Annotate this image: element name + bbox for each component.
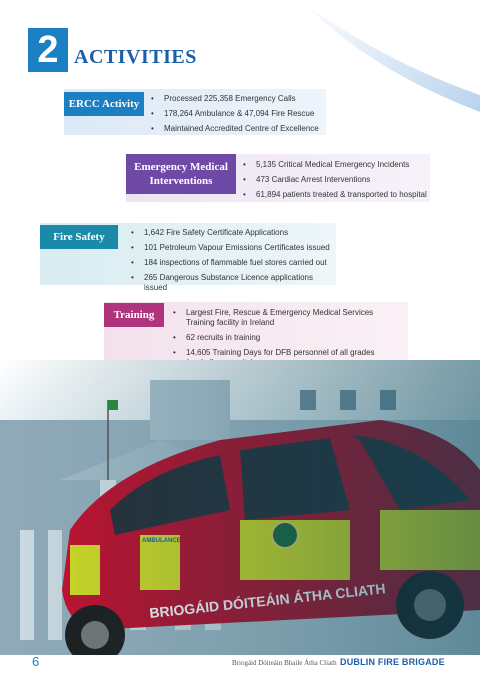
list-item: • 101 Petroleum Vapour Emissions Certificates issued: [128, 243, 338, 253]
list-item: • 62 recruits in training: [170, 333, 400, 343]
list-item: • 178,264 Ambulance & 47,094 Fire Rescue: [148, 109, 328, 119]
list-item: • 265 Dangerous Substance Licence applications issued: [128, 273, 338, 293]
ercc-list: [148, 94, 328, 139]
footer-irish-name: Briogáid Dóiteáin Bhaile Átha Cliath: [232, 659, 337, 667]
list-item: • Maintained Accredited Centre of Excellence: [148, 124, 328, 134]
ambulance-illustration: [0, 360, 480, 655]
ems-list: [240, 160, 440, 205]
section-title: ACTIVITIES: [74, 46, 197, 68]
list-item: • Largest Fire, Rescue & Emergency Medical Services Training facility in Ireland: [170, 308, 400, 328]
fire-safety-label: Fire Safety: [53, 231, 105, 243]
training-label: Training: [113, 309, 155, 321]
list-item: • 61,894 patients treated & transported to hospital: [240, 190, 440, 200]
ambulance-photo: [0, 360, 480, 655]
fire-safety-list: [128, 228, 338, 298]
list-item: • 5,135 Critical Medical Emergency Incidents: [240, 160, 440, 170]
list-item: • Processed 225,358 Emergency Calls: [148, 94, 328, 104]
training-tag: [104, 303, 164, 327]
list-item: • 1,642 Fire Safety Certificate Applications: [128, 228, 338, 238]
ems-tag: [126, 154, 236, 194]
list-item: • 14,605 Training Days for DFB personnel of all grades: [170, 348, 400, 368]
footer-brand: DUBLIN FIRE BRIGADE: [340, 657, 445, 667]
ems-label-line2: Interventions: [149, 175, 213, 187]
section-number: 2: [28, 28, 68, 72]
list-item: • 184 inspections of flammable fuel stores carried out: [128, 258, 338, 268]
list-item: • 473 Cardiac Arrest Interventions: [240, 175, 440, 185]
ems-label-line1: Emergency Medical: [134, 161, 228, 173]
ercc-activity-tag: [64, 92, 144, 116]
ercc-activity-label: ERCC Activity: [68, 98, 140, 110]
fire-safety-tag: [40, 225, 118, 249]
page-number: 6: [32, 654, 40, 669]
